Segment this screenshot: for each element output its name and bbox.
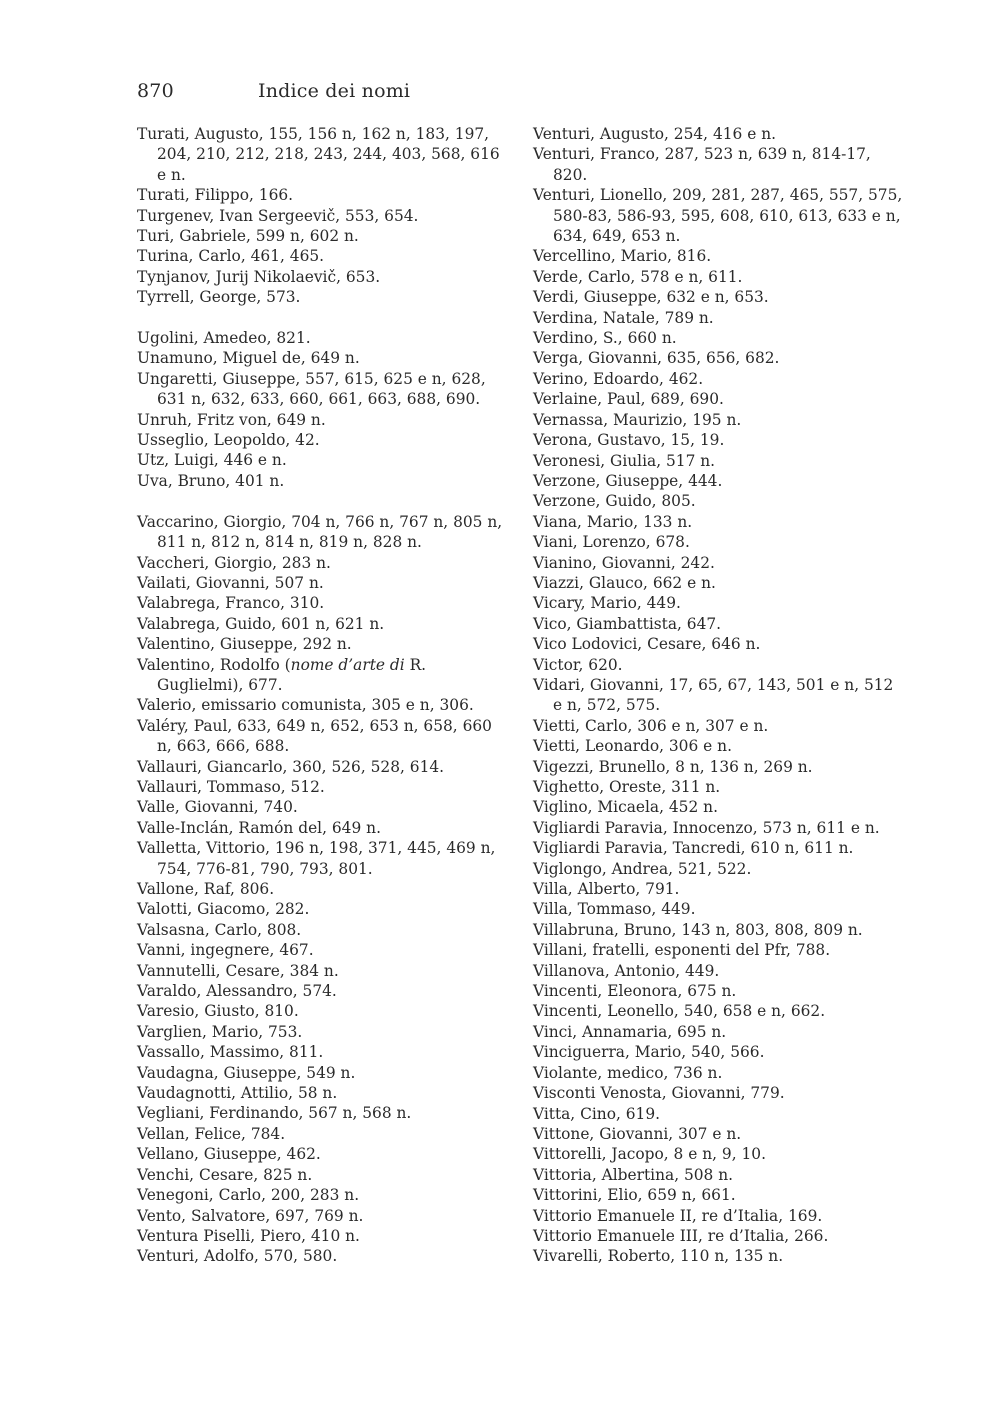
index-entry: Vigliardi Paravia, Tancredi, 610 n, 611 n. — [533, 839, 854, 858]
index-entry: Vinciguerra, Mario, 540, 566. — [533, 1043, 765, 1062]
index-entry: Villa, Alberto, 791. — [533, 880, 680, 899]
index-entry: Vittorini, Elio, 659 n, 661. — [533, 1186, 736, 1205]
index-entry: Venturi, Adolfo, 570, 580. — [137, 1247, 338, 1266]
index-entry: Vittorio Emanuele III, re d’Italia, 266. — [533, 1226, 829, 1245]
index-column-left — [137, 124, 509, 1267]
index-entry: Verino, Edoardo, 462. — [533, 369, 704, 388]
index-entry: Vento, Salvatore, 697, 769 n. — [137, 1206, 364, 1225]
index-entry: Vincenti, Eleonora, 675 n. — [533, 982, 737, 1001]
index-entry: Turgenev, Ivan Sergeevič, 553, 654. — [137, 206, 419, 225]
index-entry: Villabruna, Bruno, 143 n, 803, 808, 809 n. — [533, 920, 863, 939]
index-entry: Vincenti, Leonello, 540, 658 e n, 662. — [533, 1002, 826, 1021]
index-entry: Visconti Venosta, Giovanni, 779. — [533, 1084, 785, 1103]
index-entry: Vassallo, Massimo, 811. — [137, 1043, 324, 1062]
index-entry: Vallauri, Tommaso, 512. — [137, 777, 325, 796]
index-entry: Vicary, Mario, 449. — [533, 594, 681, 613]
index-entry: Violante, medico, 736 n. — [533, 1063, 723, 1082]
index-entry: Vico Lodovici, Cesare, 646 n. — [533, 635, 761, 654]
index-entry: Vellano, Giuseppe, 462. — [137, 1145, 321, 1164]
index-entry: Vernassa, Maurizio, 195 n. — [533, 410, 742, 429]
index-entry: Unamuno, Miguel de, 649 n. — [137, 349, 360, 368]
index-entry: Veronesi, Giulia, 517 n. — [533, 451, 716, 470]
index-entry: Vercellino, Mario, 816. — [533, 247, 712, 266]
entry-text: R. Guglielmi), 677. — [157, 655, 427, 694]
index-entry: Venegoni, Carlo, 200, 283 n. — [137, 1186, 360, 1205]
index-entry: Verona, Gustavo, 15, 19. — [533, 431, 725, 450]
index-entry: Verzone, Giuseppe, 444. — [533, 471, 723, 490]
index-entry: Uva, Bruno, 401 n. — [137, 471, 285, 490]
index-entry: Villa, Tommaso, 449. — [533, 900, 696, 919]
index-entry: Vigezzi, Brunello, 8 n, 136 n, 269 n. — [533, 757, 813, 776]
index-entry: Turati, Augusto, 155, 156 n, 162 n, 183, 197, 204, 210, 212, 218, 243, 244, 403, 568, 616 e n. — [137, 125, 500, 184]
index-entry: Vailati, Giovanni, 507 n. — [137, 573, 324, 592]
index-entry: Vegliani, Ferdinando, 567 n, 568 n. — [137, 1104, 412, 1123]
index-entry: Valentino, Giuseppe, 292 n. — [137, 635, 352, 654]
index-entry: Varaldo, Alessandro, 574. — [137, 982, 337, 1001]
index-column-right — [533, 124, 905, 1267]
entry-text: Valentino, Rodolfo ( — [137, 655, 291, 674]
index-entry: Valabrega, Guido, 601 n, 621 n. — [137, 614, 385, 633]
page-title: Indice dei nomi — [258, 80, 411, 102]
index-entry: Venchi, Cesare, 825 n. — [137, 1165, 313, 1184]
index-entry: Valabrega, Franco, 310. — [137, 594, 325, 613]
index-entry: Vivarelli, Roberto, 110 n, 135 n. — [533, 1247, 784, 1266]
index-entry: Valerio, emissario comunista, 305 e n, 306. — [137, 696, 474, 715]
index-entry: Vico, Giambattista, 647. — [533, 614, 722, 633]
index-entry: Vallauri, Giancarlo, 360, 526, 528, 614. — [137, 757, 445, 776]
index-entry: Unruh, Fritz von, 649 n. — [137, 410, 326, 429]
index-entry: Vittorelli, Jacopo, 8 e n, 9, 10. — [533, 1145, 766, 1164]
index-entry: Viglongo, Andrea, 521, 522. — [533, 859, 752, 878]
index-entry: Vietti, Carlo, 306 e n, 307 e n. — [533, 716, 769, 735]
index-entry: Valotti, Giacomo, 282. — [137, 900, 310, 919]
index-entry: Ungaretti, Giuseppe, 557, 615, 625 e n, 628, 631 n, 632, 633, 660, 661, 663, 688, 690. — [137, 369, 486, 409]
index-entry: Vittorio Emanuele II, re d’Italia, 169. — [533, 1206, 823, 1225]
index-entry: Valle-Inclán, Ramón del, 649 n. — [137, 818, 381, 837]
index-entry: Varesio, Giusto, 810. — [137, 1002, 299, 1021]
index-entry: Venturi, Augusto, 254, 416 e n. — [533, 125, 777, 143]
index-entry: Vaudagna, Giuseppe, 549 n. — [137, 1063, 356, 1082]
index-entry: Valle, Giovanni, 740. — [137, 798, 298, 817]
index-entry: Vaudagnotti, Attilio, 58 n. — [137, 1084, 338, 1103]
index-entry: Valéry, Paul, 633, 649 n, 652, 653 n, 658, 660 n, 663, 666, 688. — [137, 716, 492, 756]
letter-group-gap — [137, 491, 509, 511]
index-entry: Vannutelli, Cesare, 384 n. — [137, 961, 339, 980]
index-entry: Viana, Mario, 133 n. — [533, 512, 693, 531]
index-entry: Venturi, Franco, 287, 523 n, 639 n, 814-17, 820. — [533, 145, 871, 184]
index-entry: Vianino, Giovanni, 242. — [533, 553, 715, 572]
index-entry: Vittone, Giovanni, 307 e n. — [533, 1124, 742, 1143]
letter-group-gap — [137, 308, 509, 328]
index-entry: Turati, Filippo, 166. — [137, 186, 294, 205]
index-entry: Ugolini, Amedeo, 821. — [137, 329, 311, 348]
index-entry: Vaccarino, Giorgio, 704 n, 766 n, 767 n, 805 n, 811 n, 812 n, 814 n, 819 n, 828 n. — [137, 512, 503, 552]
index-entry: Viazzi, Glauco, 662 e n. — [533, 573, 716, 592]
index-entry — [137, 655, 509, 696]
index-entry: Vaccheri, Giorgio, 283 n. — [137, 553, 331, 572]
index-entry: Villanova, Antonio, 449. — [533, 961, 720, 980]
index-entry: Vittoria, Albertina, 508 n. — [533, 1165, 734, 1184]
index-entry: Vinci, Annamaria, 695 n. — [533, 1022, 727, 1041]
index-entry: Tyrrell, George, 573. — [137, 288, 301, 307]
entry-italic-note: nome d’arte di — [290, 655, 405, 674]
index-entry: Turi, Gabriele, 599 n, 602 n. — [137, 227, 359, 246]
index-entry: Villani, fratelli, esponenti del Pfr, 788. — [533, 941, 831, 960]
index-entry: Verga, Giovanni, 635, 656, 682. — [533, 349, 780, 368]
index-entry: Valsasna, Carlo, 808. — [137, 920, 302, 939]
index-entry: Verlaine, Paul, 689, 690. — [533, 390, 724, 409]
index-entry: Ventura Piselli, Piero, 410 n. — [137, 1226, 360, 1245]
index-entry: Vigliardi Paravia, Innocenzo, 573 n, 611 e n. — [533, 818, 880, 837]
index-entry: Verdi, Giuseppe, 632 e n, 653. — [533, 288, 769, 307]
index-entry: Vidari, Giovanni, 17, 65, 67, 143, 501 e n, 512 e n, 572, 575. — [533, 675, 894, 715]
index-entry: Victor, 620. — [533, 655, 623, 674]
page-header — [137, 80, 410, 102]
index-entry: Varglien, Mario, 753. — [137, 1022, 303, 1041]
index-entry: Verdina, Natale, 789 n. — [533, 308, 714, 327]
index-entry: Vitta, Cino, 619. — [533, 1104, 661, 1123]
index-entry: Utz, Luigi, 446 e n. — [137, 451, 287, 470]
index-entry: Vighetto, Oreste, 311 n. — [533, 778, 721, 796]
index-entry: Vallone, Raf, 806. — [137, 880, 275, 898]
index-entry: Usseglio, Leopoldo, 42. — [137, 431, 320, 450]
index-entry: Turina, Carlo, 461, 465. — [137, 247, 325, 266]
index-entry: Verzone, Guido, 805. — [533, 492, 696, 511]
index-entry: Valletta, Vittorio, 196 n, 198, 371, 445, 469 n, 754, 776-81, 790, 793, 801. — [137, 839, 496, 878]
index-entry: Tynjanov, Jurij Nikolaevič, 653. — [137, 267, 381, 286]
index-entry: Vietti, Leonardo, 306 e n. — [533, 737, 732, 756]
page-number: 870 — [137, 80, 174, 102]
index-entry: Vanni, ingegnere, 467. — [137, 941, 314, 960]
index-entry: Viani, Lorenzo, 678. — [533, 533, 690, 552]
index-entry: Venturi, Lionello, 209, 281, 287, 465, 557, 575, 580-83, 586-93, 595, 608, 610, 613, 633 e n, 634, 649, 653 n. — [533, 186, 903, 246]
index-entry: Vellan, Felice, 784. — [137, 1124, 286, 1143]
index-entry: Viglino, Micaela, 452 n. — [533, 798, 718, 817]
index-entry: Verde, Carlo, 578 e n, 611. — [533, 267, 743, 286]
index-entry: Verdino, S., 660 n. — [533, 329, 677, 348]
